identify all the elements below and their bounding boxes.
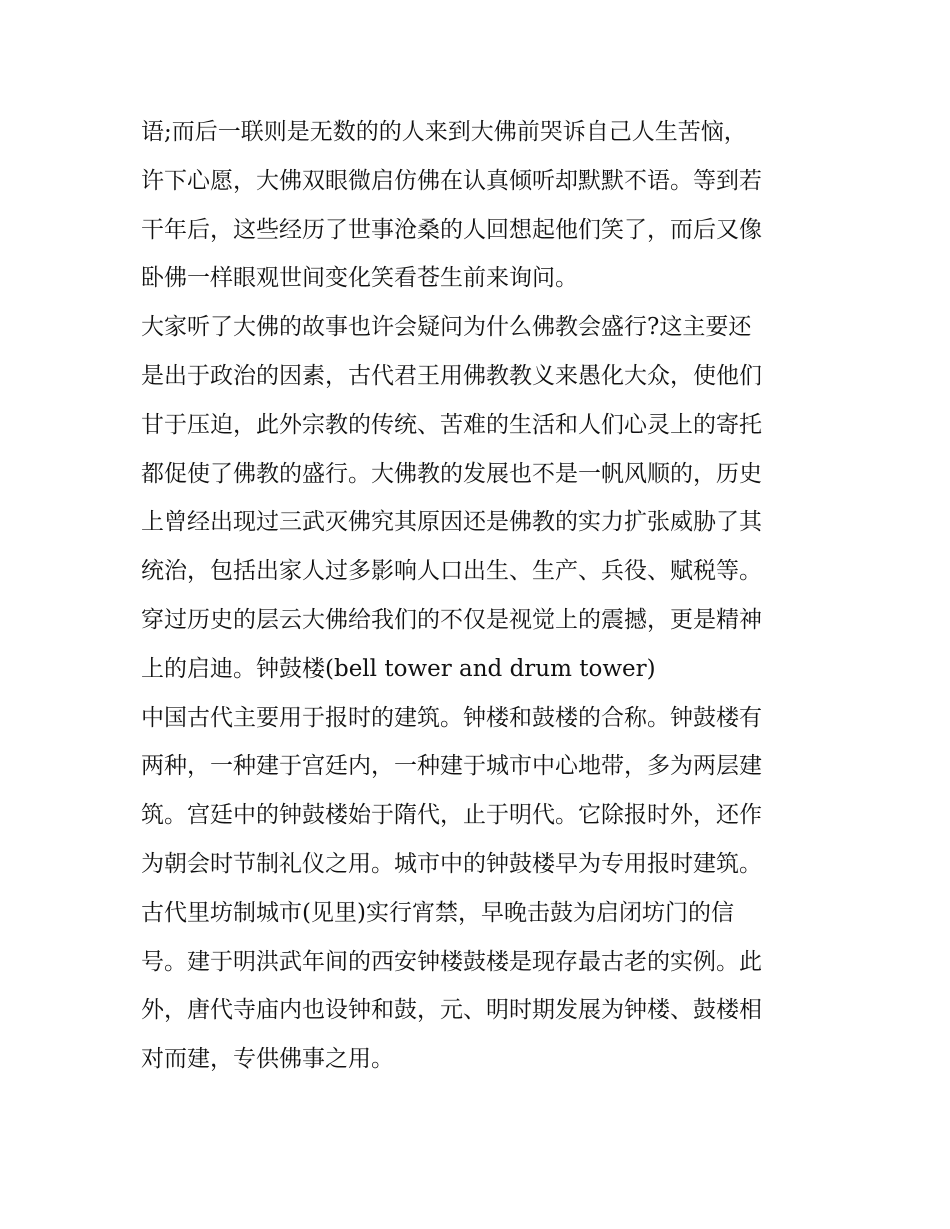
text-line: 为朝会时节制礼仪之用。城市中的钟鼓楼早为专用报时建筑。 <box>141 850 762 877</box>
text-line: 中国古代主要用于报时的建筑。钟楼和鼓楼的合称。钟鼓楼有 <box>141 704 762 731</box>
text-line: 对而建，专供佛事之用。 <box>141 1046 394 1073</box>
text-line: 两种，一种建于宫廷内，一种建于城市中心地带，多为两层建 <box>141 753 762 780</box>
text-line: 古代里坊制城市(见里)实行宵禁，早晚击鼓为启闭坊门的信 <box>141 899 734 926</box>
text-line: 卧佛一样眼观世间变化笑看苍生前来询问。 <box>141 265 578 292</box>
text-line: 号。建于明洪武年间的西安钟楼鼓楼是现存最古老的实例。此 <box>141 948 762 975</box>
text-line: 干年后，这些经历了世事沧桑的人回想起他们笑了，而后又像 <box>141 216 762 243</box>
text-line: 外，唐代寺庙内也设钟和鼓，元、明时期发展为钟楼、鼓楼相 <box>141 997 762 1024</box>
text-line: 筑。宫廷中的钟鼓楼始于隋代，止于明代。它除报时外，还作 <box>141 802 762 829</box>
text-line: 穿过历史的层云大佛给我们的不仅是视觉上的震撼，更是精神 <box>141 606 762 633</box>
text-line: 语;而后一联则是无数的的人来到大佛前哭诉自己人生苦恼， <box>141 119 747 145</box>
text-line: 许下心愿，大佛双眼微启仿佛在认真倾听却默默不语。等到若 <box>141 167 762 194</box>
text-line: 大家听了大佛的故事也许会疑问为什么佛教会盛行?这主要还 <box>141 314 752 341</box>
body-text <box>141 108 821 1084</box>
text-line: 都促使了佛教的盛行。大佛教的发展也不是一帆风顺的，历史 <box>141 460 762 487</box>
text-line: 是出于政治的因素，古代君王用佛教教义来愚化大众，使他们 <box>141 362 762 389</box>
text-line: 统治，包括出家人过多影响人口出生、生产、兵役、赋税等。 <box>141 558 762 585</box>
text-line: 上曾经出现过三武灭佛究其原因还是佛教的实力扩张威胁了其 <box>141 509 762 536</box>
text-line: 甘于压迫，此外宗教的传统、苦难的生活和人们心灵上的寄托 <box>141 411 762 438</box>
text-line: 上的启迪。钟鼓楼(bell tower and drum tower) <box>141 655 656 682</box>
